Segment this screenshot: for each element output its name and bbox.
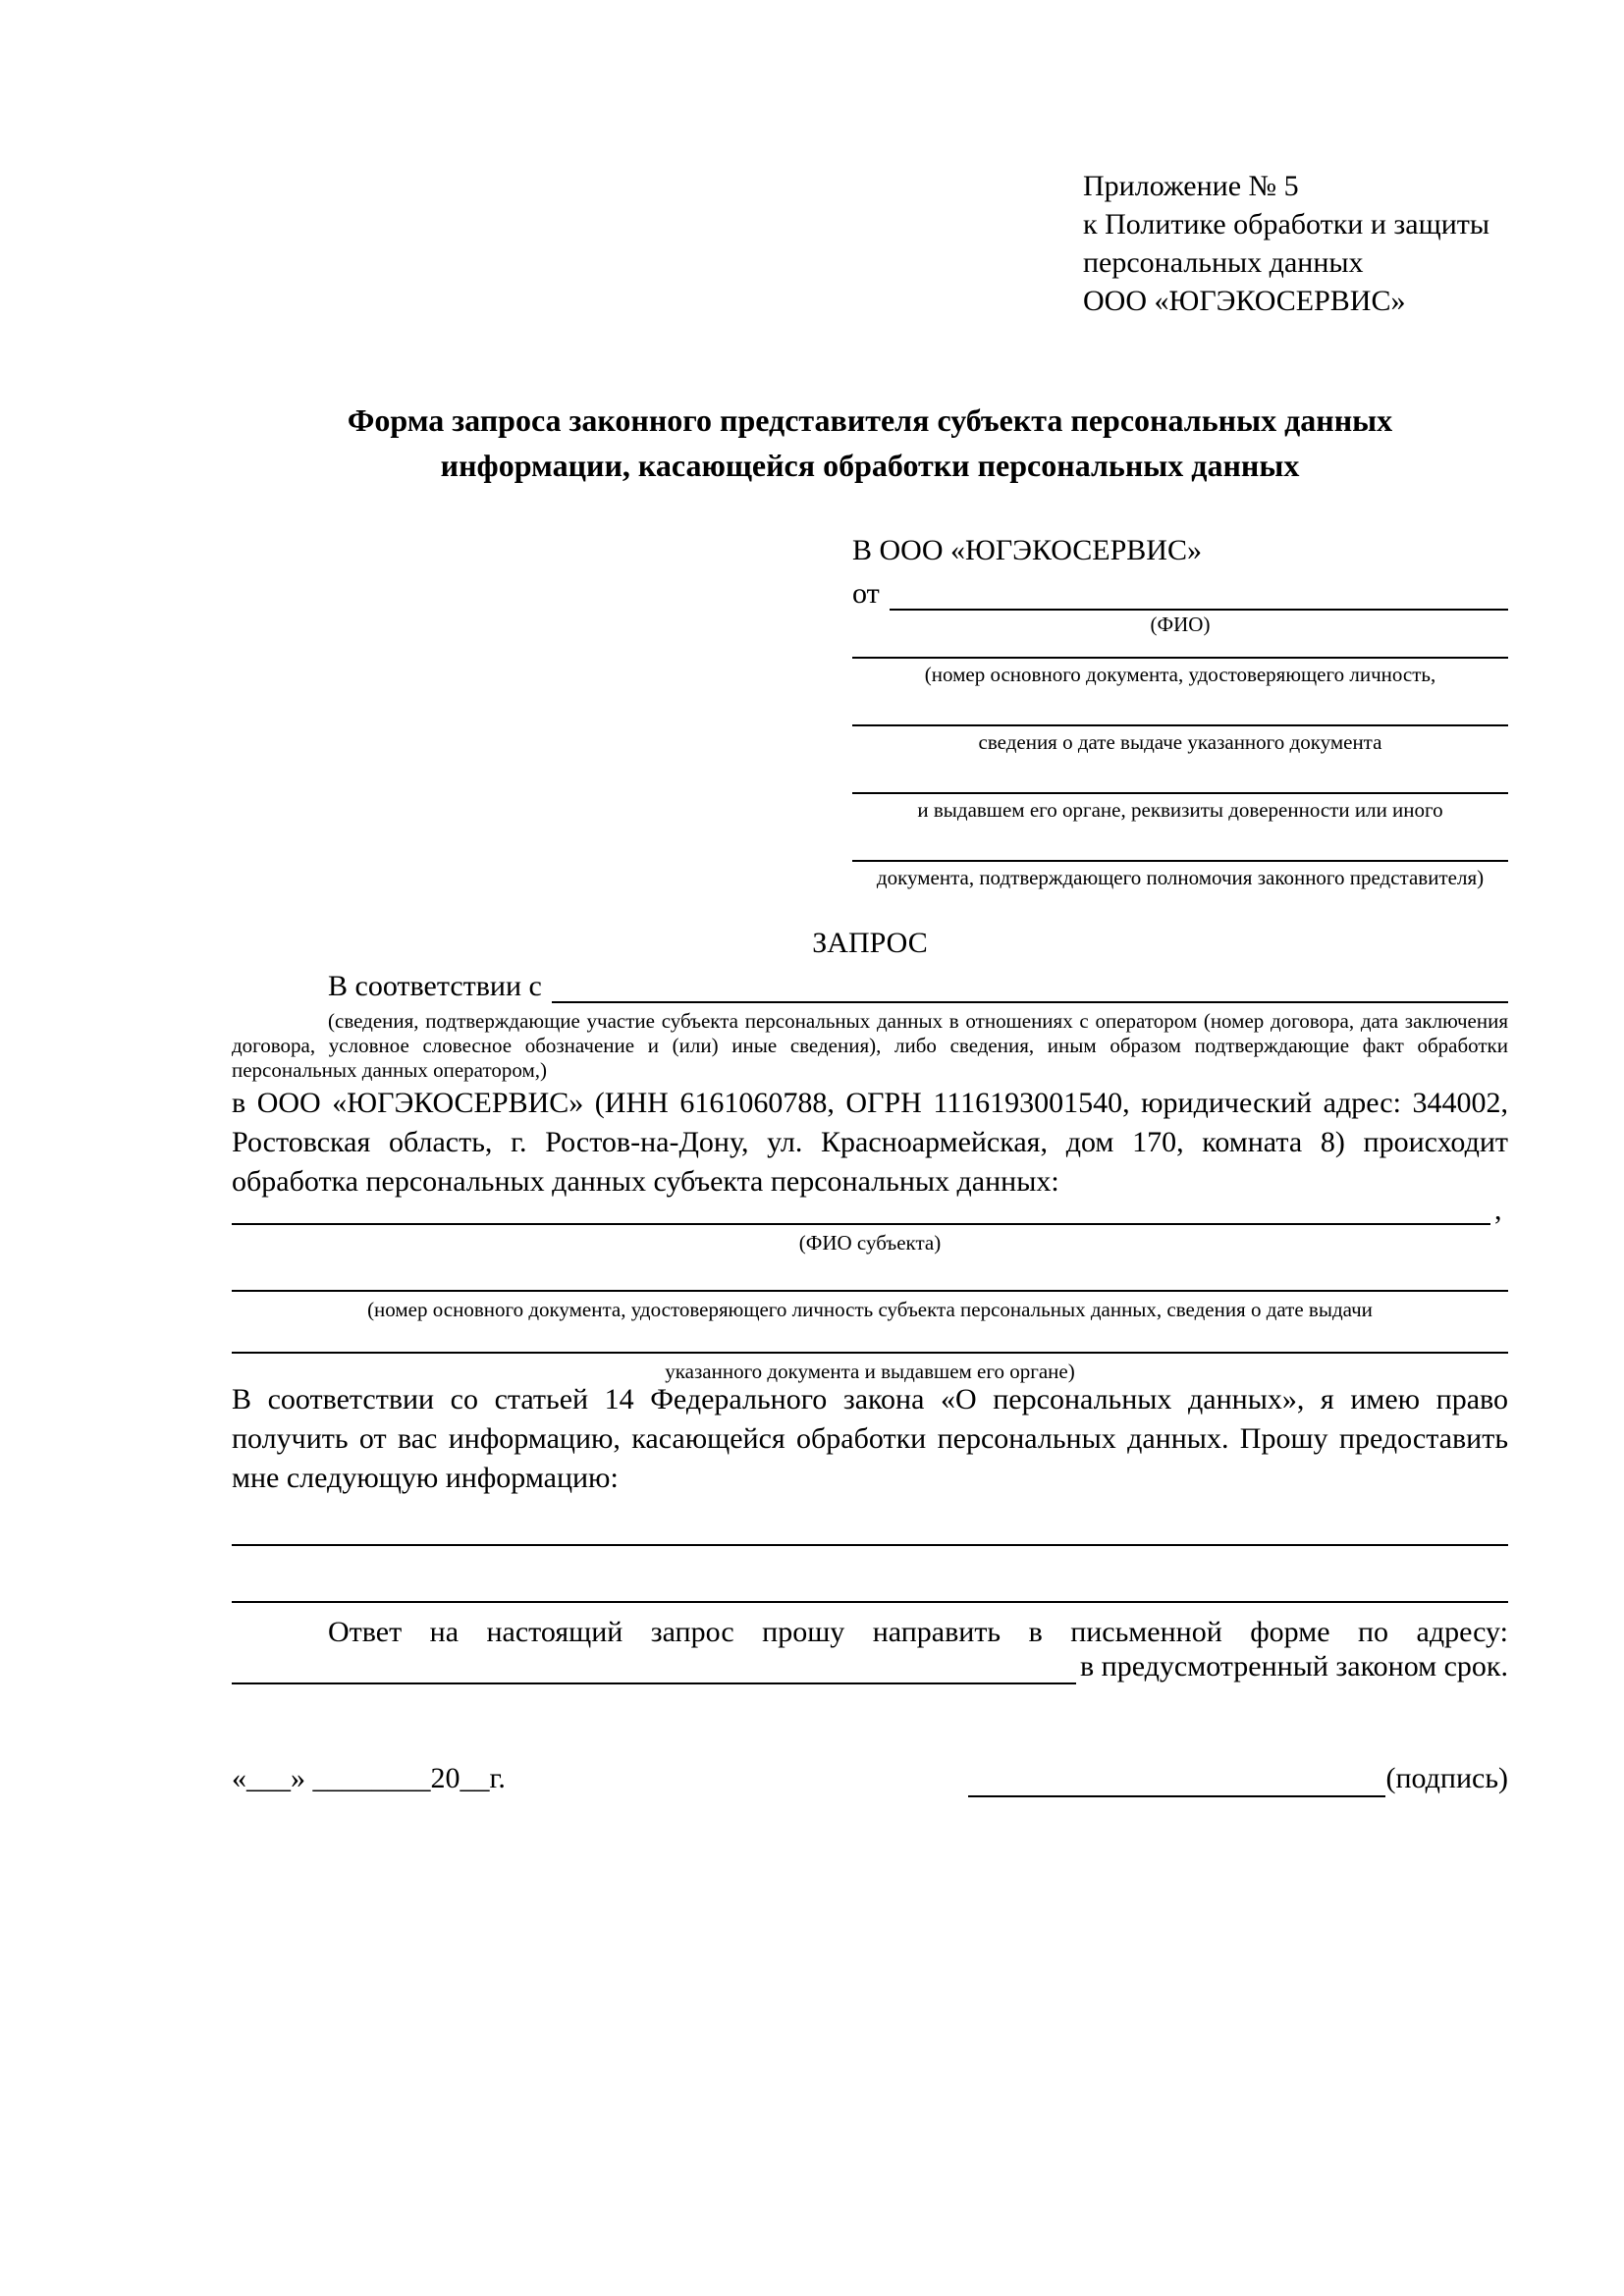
footer-row xyxy=(232,1760,1508,1797)
answer-address-field xyxy=(232,1649,1508,1684)
form-title-line-1: Форма запроса законного представителя субъекта персональных данных xyxy=(347,402,1393,438)
subject-doc-caption-1: (номер основного документа, удостоверяющего личность субъекта персональных данных, сведения о дате выдачи xyxy=(367,1298,1373,1321)
appendix-header xyxy=(1083,167,1489,320)
intro-caption: (сведения, подтверждающие участие субъекта персональных данных в отношениях с оператором (номер договора, дата заключения договора, условное словесное обозначение и (или) иные сведения), либо сведения, иным образом подтверждающие факт обработки персональных данных оператором,) xyxy=(232,1009,1508,1082)
doc-blank-line xyxy=(852,860,1508,862)
field-caption: сведения о дате выдаче указанного документа xyxy=(978,730,1382,754)
subject-doc-caption-2: указанного документа и выдавшем его органе) xyxy=(665,1360,1075,1383)
subject-doc-blank-line xyxy=(232,1352,1508,1354)
law-paragraph: В соответствии со статьей 14 Федерального закона «О персональных данных», я имею право получить от вас информацию, касающейся обработки персональных данных. Прошу предоставить мне следующую информацию: xyxy=(232,1383,1508,1494)
information-blank-line xyxy=(232,1544,1508,1546)
address-blank-line xyxy=(232,1651,1076,1684)
subject-doc-blank-line xyxy=(232,1290,1508,1292)
field-caption: документа, подтверждающего полномочия законного представителя) xyxy=(876,866,1485,889)
request-heading: ЗАПРОС xyxy=(812,927,928,959)
appendix-line: ООО «ЮГЭКОСЕРВИС» xyxy=(1083,285,1406,317)
signature-blank-line xyxy=(968,1762,1385,1797)
intro-blank-line xyxy=(552,972,1508,1003)
date-field: «___» ________20__г. xyxy=(232,1762,506,1794)
field-caption: (номер основного документа, удостоверяющего личность, xyxy=(924,663,1436,686)
doc-blank-line xyxy=(852,657,1508,659)
doc-blank-line xyxy=(852,724,1508,726)
doc-blank-line xyxy=(852,792,1508,794)
appendix-line: персональных данных xyxy=(1083,246,1364,279)
subject-fio-caption: (ФИО субъекта) xyxy=(798,1231,942,1255)
subject-fio-blank-line xyxy=(232,1223,1490,1225)
subject-fio-comma: , xyxy=(1494,1194,1502,1226)
fio-blank-line xyxy=(890,579,1508,611)
addressee-org: В ООО «ЮГЭКОСЕРВИС» xyxy=(852,534,1202,566)
appendix-line: к Политике обработки и защиты xyxy=(1083,208,1490,240)
fio-caption: (ФИО) xyxy=(1150,613,1211,636)
from-label: от xyxy=(852,577,880,610)
appendix-line: Приложение № 5 xyxy=(1083,170,1299,202)
form-title xyxy=(232,398,1508,488)
operator-paragraph: в ООО «ЮГЭКОСЕРВИС» (ИНН 6161060788, ОГРН 1116193001540, юридический адрес: 344002, Ростовская область, г. Ростов-на-Дону, ул. Красноармейская, дом 170, комната 8) происходит обработка персональных данных субъекта персональных данных: xyxy=(232,1087,1508,1198)
intro-field xyxy=(232,970,1508,1003)
information-blank-line xyxy=(232,1601,1508,1603)
answer-paragraph-line-2: в предусмотренный законом срок. xyxy=(1080,1650,1508,1682)
intro-label: В соответствии с xyxy=(328,970,542,1002)
field-caption: и выдавшем его органе, реквизиты доверенности или иного xyxy=(917,798,1443,822)
answer-paragraph-line-1: Ответ на настоящий запрос прошу направить в письменной форме по адресу: xyxy=(328,1616,1508,1648)
addressee-block xyxy=(852,532,1508,890)
signature-field xyxy=(968,1760,1508,1797)
form-title-line-2: информации, касающейся обработки персональных данных xyxy=(440,448,1300,483)
from-field xyxy=(852,577,1508,611)
signature-caption: (подпись) xyxy=(1385,1762,1508,1794)
